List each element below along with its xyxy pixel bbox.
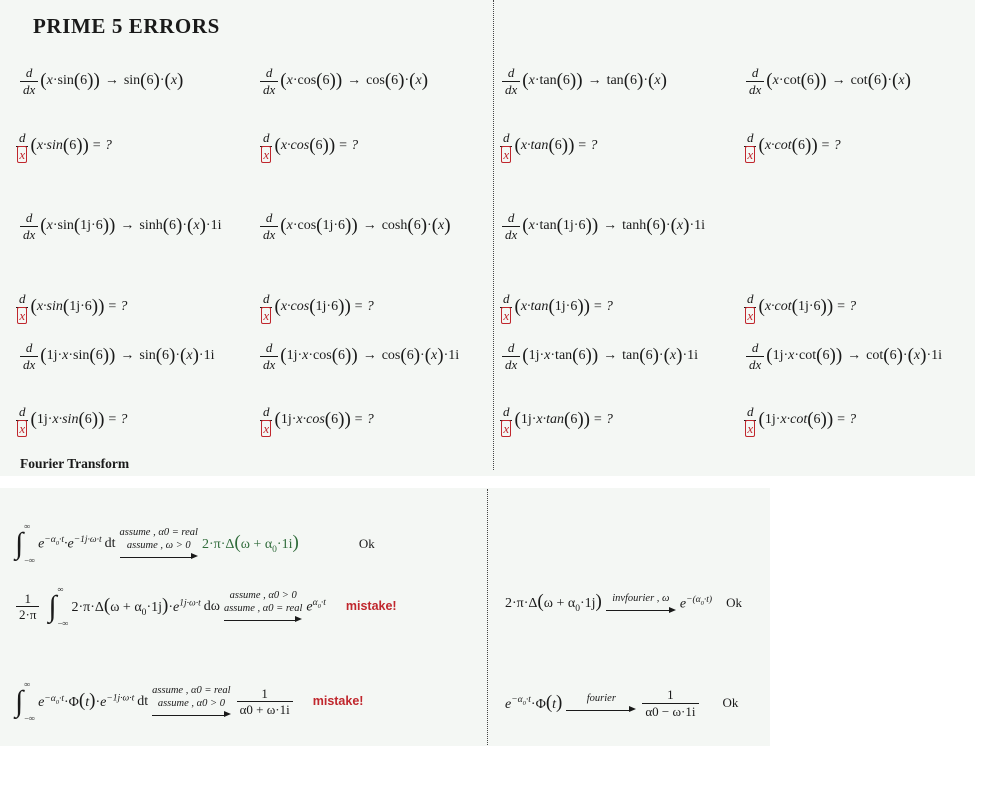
result-question: = ? bbox=[592, 299, 613, 315]
status-badge-mistake: mistake! bbox=[345, 598, 397, 613]
page-title: PRIME 5 ERRORS bbox=[33, 14, 220, 38]
integral-limits: ∞ −∞ bbox=[24, 521, 36, 565]
error-marker: x bbox=[19, 307, 26, 323]
arrow-icon: → bbox=[347, 73, 362, 89]
derivative-operator-error: $\frac{d}{x}$ bbox=[16, 131, 29, 161]
error-marker: x bbox=[747, 146, 754, 162]
arrow-icon: → bbox=[362, 348, 377, 364]
arrow-icon: → bbox=[603, 218, 618, 234]
derivative-operator-error: $\frac{d}{x}$ bbox=[500, 292, 513, 322]
arrow-icon bbox=[566, 706, 636, 715]
derivative-expression: $\frac{d}{dx}$ ( x ·cot ( 6 ) ) → cot ( 6 ) · ( x ) bbox=[744, 66, 911, 96]
error-marker: x bbox=[503, 146, 510, 162]
error-marker: x bbox=[263, 420, 270, 436]
derivative-operator-error: $\frac{d}{x}$ bbox=[260, 292, 273, 322]
error-marker: x bbox=[263, 146, 270, 162]
derivative-operator: $\frac{d}{dx}$ bbox=[260, 211, 278, 241]
result-question: = ? bbox=[820, 138, 841, 154]
vertical-divider-top bbox=[493, 0, 494, 470]
arrow-icon: → bbox=[120, 218, 135, 234]
expression-body: ( bbox=[40, 69, 47, 91]
fourier-transform-line-4: ∫ ∞ −∞ $e^{-\alpha_0\cdot t}\cdot\Phi(t)\cdot e^{-1j\cdot\omega\cdot t}$ dt assume , α0 = real assume , α0 > 0 $\frac{1}{\alpha 0 + \omega\cdot 1i}$ mistake! bbox=[15, 679, 364, 723]
result-question: = ? bbox=[107, 299, 128, 315]
lhs-expression: $e^{-\alpha_0\cdot t}\cdot\Phi(t)$ bbox=[505, 691, 563, 713]
derivative-expression: $\frac{d}{dx}$ ( x ·cos ( 6 ) ) → cos ( 6 ) · ( x ) bbox=[258, 66, 428, 96]
derivative-error-expression: $\frac{d}{x}$ ( x·cot ( 1j·6 ) ) = ? bbox=[742, 292, 856, 322]
integral-with-limits bbox=[14, 522, 37, 566]
transform-arrow: fourier bbox=[566, 692, 636, 715]
arrow-icon: → bbox=[120, 348, 135, 364]
derivative-operator-error: $\frac{d}{x}$ bbox=[744, 292, 757, 322]
derivative-operator: $\frac{d}{dx}$ bbox=[260, 341, 278, 371]
derivative-expression: $\frac{d}{dx}$ ( x ·sin ( 1j·6 ) ) → sinh ( 6 ) · ( x ) ·1i bbox=[18, 211, 221, 241]
derivative-operator: $\frac{d}{dx}$ bbox=[502, 211, 520, 241]
integral-with-limits bbox=[14, 680, 37, 724]
derivative-operator-error: $\frac{d}{x}$ bbox=[16, 405, 29, 435]
derivative-operator-error: $\frac{d}{x}$ bbox=[500, 405, 513, 435]
section-title-fourier: Fourier Transform bbox=[20, 456, 130, 471]
derivative-operator: $\frac{d}{dx}$ bbox=[20, 341, 38, 371]
derivative-expression: $\frac{d}{dx}$ ( 1j· x ·cot ( 6 ) ) → cot ( 6 ) · ( x ) ·1i bbox=[744, 341, 942, 371]
derivative-operator-error: $\frac{d}{x}$ bbox=[744, 131, 757, 161]
vertical-divider-bottom bbox=[487, 489, 488, 745]
integral-icon: ∫ bbox=[15, 526, 24, 560]
integral-limits: ∞ −∞ bbox=[57, 584, 69, 628]
result-question: = ? bbox=[836, 412, 857, 428]
derivative-operator-error: $\frac{d}{x}$ bbox=[260, 131, 273, 161]
arrow-icon bbox=[224, 616, 302, 625]
arrow-icon: → bbox=[362, 218, 377, 234]
derivative-operator-error: $\frac{d}{x}$ bbox=[500, 131, 513, 161]
result-question: = ? bbox=[836, 299, 857, 315]
derivative-expression: $\frac{d}{dx}$ ( x ·tan ( 6 ) ) → tan ( 6 ) · ( x ) bbox=[500, 66, 667, 96]
derivative-expression: $\frac{d}{dx}$ ( x ·sin ( 6 ) ) → sin ( 6 ) · ( x ) bbox=[18, 66, 183, 96]
arrow-icon bbox=[152, 711, 230, 720]
fourier-transform-line-5 bbox=[505, 688, 738, 718]
result-question: = ? bbox=[338, 138, 359, 154]
derivative-error-expression: $\frac{d}{x}$ ( x·sin ( 6 ) ) = ? bbox=[14, 131, 112, 161]
result-question: = ? bbox=[577, 138, 598, 154]
status-label: Ok bbox=[722, 694, 739, 710]
error-marker: x bbox=[263, 307, 270, 323]
integral-limits: ∞ −∞ bbox=[24, 679, 36, 723]
integrand: $2\cdot\pi\cdot\Delta(\omega + \alpha_0\cdot 1j)\cdot e^{1j\cdot\omega\cdot t}$ bbox=[71, 594, 201, 618]
result-question: = ? bbox=[91, 138, 112, 154]
status-label: Ok bbox=[726, 595, 742, 611]
derivative-expression: $\frac{d}{dx}$ ( 1j· x ·cos ( 6 ) ) → cos ( 6 ) · ( x ) ·1i bbox=[258, 341, 459, 371]
derivative-expression: $\frac{d}{dx}$ ( 1j· x ·tan ( 6 ) ) → tan ( 6 ) · ( x ) ·1i bbox=[500, 341, 698, 371]
arrow-icon: → bbox=[587, 73, 602, 89]
fourier-result-fraction: $\frac{1}{\alpha 0 - \omega\cdot 1i}$ bbox=[642, 688, 698, 718]
derivative-operator: $\frac{d}{dx}$ bbox=[746, 66, 764, 96]
status-label: Ok bbox=[358, 535, 375, 551]
transform-arrow: assume , α0 > 0 assume , α0 = real bbox=[224, 589, 302, 625]
result-question: = ? bbox=[353, 299, 374, 315]
integral-icon: ∫ bbox=[15, 684, 24, 718]
derivative-error-expression: $\frac{d}{x}$ ( 1j· x·cot ( 6 ) ) = ? bbox=[742, 405, 856, 435]
arrow-icon: → bbox=[104, 73, 119, 89]
derivative-operator-error: $\frac{d}{x}$ bbox=[744, 405, 757, 435]
fourier-result-fraction: $\frac{1}{\alpha 0 + \omega\cdot 1i}$ bbox=[237, 687, 293, 717]
integral-icon: ∫ bbox=[48, 589, 57, 623]
derivative-expression: $\frac{d}{dx}$ ( x ·tan ( 1j·6 ) ) → tanh ( 6 ) · ( x ) ·1i bbox=[500, 211, 705, 241]
result-question: = ? bbox=[592, 412, 613, 428]
error-marker: x bbox=[19, 146, 26, 162]
status-badge-mistake: mistake! bbox=[312, 693, 364, 708]
derivative-error-expression: $\frac{d}{x}$ ( 1j· x·cos ( 6 ) ) = ? bbox=[258, 405, 374, 435]
prefactor-fraction: $\frac{1}{2\cdot\pi}$ bbox=[16, 592, 39, 622]
integrand: $e^{-\alpha_0\cdot t}\cdot e^{-1j\cdot\omega\cdot t}$ bbox=[38, 535, 102, 552]
error-marker: x bbox=[747, 420, 754, 436]
derivative-expression: $\frac{d}{dx}$ ( 1j· x ·sin ( 6 ) ) → sin ( 6 ) · ( x ) ·1i bbox=[18, 341, 214, 371]
fourier-result: $2\cdot\pi\cdot\Delta(\omega + \alpha_0\cdot 1i)$ bbox=[201, 531, 299, 555]
lhs-expression: $2\cdot\pi\cdot\Delta(\omega + \alpha_0\cdot 1j)$ bbox=[505, 591, 602, 615]
derivative-error-expression: $\frac{d}{x}$ ( x·sin ( 1j·6 ) ) = ? bbox=[14, 292, 127, 322]
derivative-operator: $\frac{d}{dx}$ bbox=[20, 211, 38, 241]
error-marker: x bbox=[503, 307, 510, 323]
derivative-error-expression: $\frac{d}{x}$ ( x·cos ( 1j·6 ) ) = ? bbox=[258, 292, 374, 322]
arrow-icon bbox=[606, 606, 676, 615]
derivative-error-expression: $\frac{d}{x}$ ( x·tan ( 6 ) ) = ? bbox=[498, 131, 597, 161]
derivative-error-expression: $\frac{d}{x}$ ( x·tan ( 1j·6 ) ) = ? bbox=[498, 292, 613, 322]
arrow-icon: → bbox=[831, 73, 846, 89]
derivative-operator: $\frac{d}{dx}$ bbox=[502, 341, 520, 371]
arrow-icon: → bbox=[603, 348, 618, 364]
arrow-icon bbox=[120, 553, 198, 562]
fourier-transform-line-1: ∫ ∞ −∞ $e^{-\alpha_0\cdot t}\cdot e^{-1j\cdot\omega\cdot t}$ dt assume , α0 = real assume , ω > 0 $2\cdot\pi\cdot\Delta(\omega + \alpha_0\cdot 1i)$ Ok bbox=[15, 521, 375, 565]
derivative-error-expression: $\frac{d}{x}$ ( 1j· x·sin ( 6 ) ) = ? bbox=[14, 405, 127, 435]
error-marker: x bbox=[747, 307, 754, 323]
integrand: $e^{-\alpha_0\cdot t}\cdot\Phi(t)\cdot e^{-1j\cdot\omega\cdot t}$ bbox=[38, 690, 135, 712]
transform-arrow: assume , α0 = real assume , α0 > 0 bbox=[152, 684, 230, 720]
fourier-transform-line-2: $\frac{1}{2\cdot\pi}$ ∫ ∞ −∞ $2\cdot\pi\cdot\Delta(\omega + \alpha_0\cdot 1j)\cdot e^{1j\cdot\omega\cdot t}$ dω assume , α0 > 0 assume , α0 = real $e^{\alpha_0\cdot t}$ mistake! bbox=[14, 585, 397, 629]
derivative-error-expression: $\frac{d}{x}$ ( x·cot ( 6 ) ) = ? bbox=[742, 131, 841, 161]
derivative-operator: $\frac{d}{dx}$ bbox=[20, 66, 38, 96]
transform-arrow: assume , α0 = real assume , ω > 0 bbox=[120, 526, 198, 562]
derivative-operator: $\frac{d}{dx}$ bbox=[502, 66, 520, 96]
expr-lhs: x bbox=[46, 73, 53, 89]
fourier-result: $e^{-(\alpha_0\cdot t)}$ bbox=[679, 595, 713, 612]
derivative-operator: $\frac{d}{dx}$ bbox=[746, 341, 764, 371]
result-question: = ? bbox=[107, 412, 128, 428]
fourier-result: $e^{\alpha_0\cdot t}$ bbox=[306, 598, 326, 615]
integral-with-limits bbox=[47, 585, 70, 629]
derivative-error-expression: $\frac{d}{x}$ ( x·cos ( 6 ) ) = ? bbox=[258, 131, 358, 161]
derivative-error-expression: $\frac{d}{x}$ ( 1j· x·tan ( 6 ) ) = ? bbox=[498, 405, 613, 435]
fourier-transform-line-3 bbox=[505, 592, 742, 615]
derivative-operator-error: $\frac{d}{x}$ bbox=[16, 292, 29, 322]
arrow-icon: → bbox=[847, 348, 862, 364]
derivative-expression: $\frac{d}{dx}$ ( x ·cos ( 1j·6 ) ) → cosh ( 6 ) · ( x ) bbox=[258, 211, 451, 241]
result-question: = ? bbox=[353, 412, 374, 428]
transform-arrow: invfourier , ω bbox=[606, 592, 676, 615]
error-marker: x bbox=[19, 420, 26, 436]
derivative-operator-error: $\frac{d}{x}$ bbox=[260, 405, 273, 435]
error-marker: x bbox=[503, 420, 510, 436]
derivative-operator: $\frac{d}{dx}$ bbox=[260, 66, 278, 96]
